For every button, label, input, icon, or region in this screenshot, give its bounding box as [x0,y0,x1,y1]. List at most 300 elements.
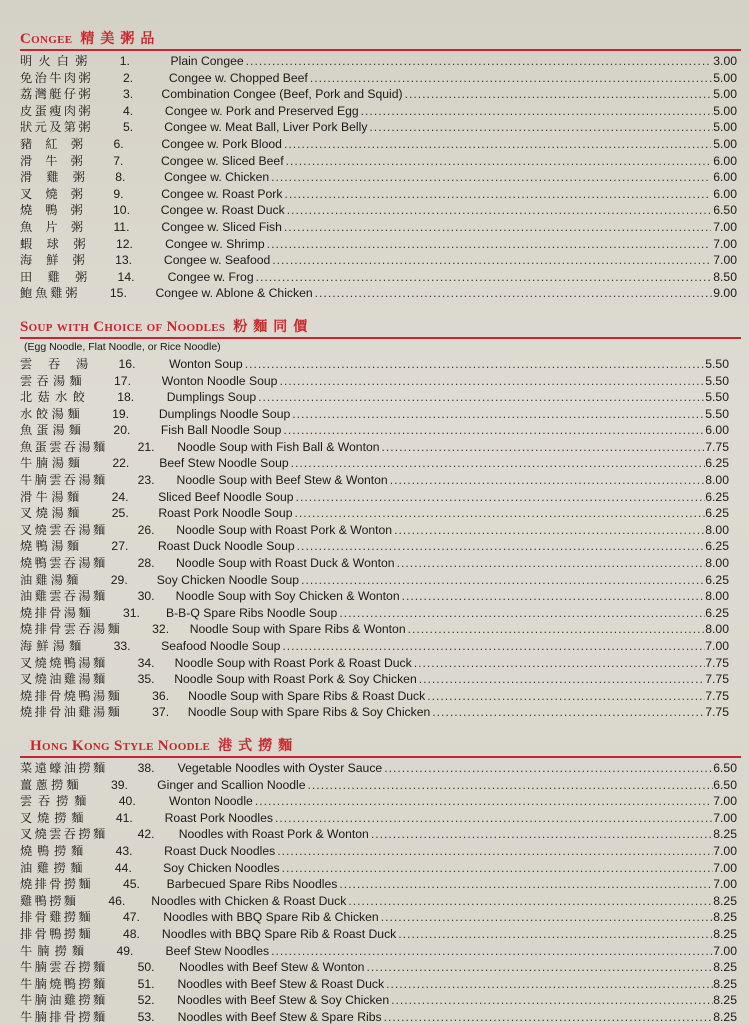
item-price: 5.00 [713,87,737,102]
menu-list [20,53,741,302]
dot-leader [294,489,706,506]
dot-leader [369,826,713,843]
dot-leader [382,1009,714,1025]
item-name-en: Wonton Noodle Soup [161,373,278,388]
section-header [20,28,741,48]
menu-item-row [20,621,741,638]
item-price: 8.25 [713,893,737,908]
item-name-en: Wonton Soup [169,356,243,371]
menu-item-row [20,793,741,810]
section-header [20,735,741,755]
menu-item-row [20,136,741,153]
item-name-en: Congee w. Shrimp [165,236,265,251]
item-number: 35. [137,672,155,687]
item-name-en: Roast Duck Noodle Soup [157,539,295,554]
menu-item-row [20,655,741,672]
item-name-zh: 荔 灣 艇 仔 粥 [20,87,93,102]
item-name-zh: 海 鮮 粥 [20,253,88,268]
menu-item-row [20,671,741,688]
dot-leader [270,252,710,269]
item-name-en: Beef Stew Noodle Soup [159,456,289,471]
item-name-en: Congee w. Sliced Beef [160,153,284,168]
item-price: 8.25 [713,910,737,925]
item-price: 5.00 [713,136,738,151]
dot-leader [430,704,705,721]
item-number: 47. [122,910,140,925]
item-price: 7.00 [705,639,730,653]
item-price: 8.25 [713,827,737,842]
item-number: 19. [112,406,130,421]
item-name-zh: 叉 燒 撈 麵 [20,810,86,825]
item-number: 8. [115,170,126,185]
item-name-en: Sliced Beef Noodle Soup [158,489,294,504]
item-name-zh: 魚 片 粥 [20,219,86,234]
menu-item-row [20,119,741,136]
menu-item-row [20,688,741,705]
dot-leader [265,236,711,253]
item-name-en: Roast Pork Noodle Soup [158,506,293,521]
item-name-zh: 皮 蛋 瘦 肉 粥 [20,103,93,118]
item-name-zh: 排 骨 鴨 撈 麵 [20,926,93,941]
item-price: 6.50 [713,203,737,218]
item-number: 4. [122,103,134,118]
item-number: 25. [111,506,129,521]
item-price: 7.00 [713,877,737,892]
dot-leader [400,588,706,605]
item-number: 14. [117,269,135,284]
dot-leader [282,219,711,236]
section-note: (Egg Noodle, Flat Noodle, or Rice Noodle) [24,340,221,353]
section-title-en: Congee [20,31,73,47]
item-number: 26. [137,522,155,537]
dot-leader [406,621,706,638]
item-number: 44. [114,860,132,875]
item-price: 9.00 [713,286,737,301]
dot-leader [290,406,705,423]
dot-leader [417,671,706,688]
menu-item-row [20,893,741,910]
section-title-zh: 粉麵同價 [233,319,314,335]
item-number: 40. [118,794,136,809]
item-price: 7.00 [713,794,737,809]
item-number: 37. [152,705,170,720]
item-price: 8.25 [713,926,737,941]
item-price: 5.50 [705,390,729,405]
menu-item-row [20,572,741,589]
dot-leader [299,572,705,589]
item-price: 7.00 [713,219,737,234]
menu-item-row [20,588,741,605]
section-soup-noodles [20,316,741,721]
item-name-en: Noodles with Chicken & Roast Duck [151,893,347,908]
item-name-zh: 明 火 白 粥 [20,54,90,68]
item-number: 49. [116,943,134,958]
menu-item-row [20,943,741,960]
item-price: 5.00 [713,70,737,85]
item-number: 23. [137,473,155,488]
item-price: 6.25 [705,456,730,471]
menu-item-row [20,992,741,1009]
item-name-zh: 魚 蛋 湯 麵 [20,423,84,438]
item-number: 39. [111,777,128,792]
item-name-zh: 牛 腩 燒 鴨 撈 麵 [20,976,108,991]
item-name-zh: 薑 蔥 撈 麵 [20,777,81,792]
menu-item-row [20,777,741,794]
dot-leader [306,777,714,794]
menu-item-row [20,860,741,877]
item-price: 6.25 [705,605,729,620]
menu-item-row [20,909,741,926]
dot-leader [273,810,713,827]
menu-item-row [20,439,741,456]
item-price: 7.75 [705,672,729,687]
item-name-zh: 水 餃 湯 麵 [20,406,83,421]
item-name-zh: 滑 牛 粥 [20,153,86,168]
item-name-en: Dumplings Soup [166,390,257,405]
item-name-en: Congee w. Pork Blood [161,136,282,151]
item-name-en: Congee w. Sliced Fish [161,219,282,234]
section-title-en: Hong Kong Style Noodle [30,737,211,754]
item-number: 6. [113,136,124,151]
item-name-en: Soy Chicken Noodle Soup [156,572,300,587]
item-price: 6.25 [705,489,729,504]
item-name-en: Plain Congee [170,54,244,68]
item-name-zh: 海 鮮 湯 麵 [20,639,84,653]
item-name-en: Congee w. Meat Ball, Liver Pork Belly [164,120,368,135]
item-name-zh: 燒 排 骨 油 雞 湯 麵 [20,705,123,720]
item-name-zh: 牛 腩 油 雞 撈 麵 [20,993,108,1008]
item-name-zh: 牛 腩 排 骨 撈 麵 [20,1009,108,1024]
item-number: 31. [122,605,140,620]
item-number: 13. [115,253,133,268]
item-name-zh: 燒 鴨 粥 [20,203,86,218]
item-price: 8.25 [713,1009,737,1024]
menu-item-row [20,538,741,555]
menu-item-row [20,202,741,219]
item-price: 8.50 [713,269,737,284]
menu-item-row [20,356,741,373]
item-number: 5. [122,120,134,135]
item-number: 48. [122,926,140,941]
dot-leader [253,793,712,810]
item-name-zh: 燒 排 骨 撈 麵 [20,877,93,892]
item-name-en: Fish Ball Noodle Soup [160,423,282,438]
menu-item-row [20,876,741,893]
item-price: 8.00 [705,556,729,571]
dot-leader [243,356,706,373]
menu-item-row [20,389,741,406]
item-number: 29. [110,572,128,587]
dot-leader [256,389,705,406]
menu-item-row [20,70,741,87]
item-name-en: Congee w. Roast Pork [161,186,283,201]
item-price: 6.25 [705,572,729,587]
item-price: 8.00 [705,522,729,537]
item-name-zh: 牛 腩 雲 吞 湯 麵 [20,473,108,488]
item-name-zh: 免 治 牛 肉 粥 [20,70,93,85]
item-name-zh: 叉 燒 油 雞 湯 麵 [20,672,108,687]
dot-leader [412,655,706,672]
item-price: 6.25 [705,506,729,521]
dot-leader [403,86,714,103]
dot-leader [269,943,713,960]
dot-leader [379,909,714,926]
menu-item-row [20,53,741,70]
dot-leader [395,555,706,572]
menu-item-row [20,522,741,539]
item-name-en: Noodle Soup with Fish Ball & Wonton [177,439,380,454]
item-name-en: Ginger and Scallion Noodle [157,777,306,792]
item-price: 5.50 [705,373,729,388]
item-number: 22. [112,456,130,471]
item-name-en: Congee w. Frog [167,269,254,284]
menu-item-row [20,605,741,622]
item-number: 28. [137,556,155,571]
menu-item-row [20,505,741,522]
item-number: 38. [137,760,155,775]
item-name-zh: 雲 吞 撈 麵 [20,794,89,809]
menu-item-row [20,186,741,203]
item-name-en: Noodles with Beef Stew & Spare Ribs [177,1009,382,1024]
dot-leader [388,472,706,489]
item-name-zh: 燒 鴨 湯 麵 [20,539,82,554]
item-number: 3. [122,87,134,102]
item-name-zh: 北 菇 水 餃 [20,390,88,405]
item-price: 3.00 [713,54,738,68]
item-name-zh: 牛 腩 雲 吞 撈 麵 [20,960,108,975]
item-price: 6.25 [705,539,729,554]
dot-leader [313,285,713,302]
section-title-en: Soup with Choice of Noodles [20,318,226,335]
item-price: 8.00 [705,589,729,604]
dot-leader [285,202,712,219]
item-price: 8.25 [713,976,737,991]
dot-leader [380,439,706,456]
item-name-zh: 菜 遠 蠔 油 撈 麵 [20,760,108,775]
item-name-zh: 雞 鴨 撈 麵 [20,893,79,908]
item-price: 6.00 [705,423,729,438]
item-name-en: Noodles with BBQ Spare Rib & Chicken [163,910,379,925]
item-price: 5.50 [705,356,729,371]
item-price: 5.50 [705,406,729,421]
item-price: 7.00 [713,253,738,268]
item-number: 36. [152,688,170,703]
item-name-zh: 排 骨 雞 撈 麵 [20,910,93,925]
menu-item-row [20,219,741,236]
item-name-en: Noodles with Beef Stew & Roast Duck [177,976,385,991]
menu-item-row [20,826,741,843]
item-number: 32. [152,622,170,637]
item-number: 42. [137,827,155,842]
item-number: 18. [117,390,135,405]
item-number: 9. [113,186,124,201]
item-name-zh: 油 雞 湯 麵 [20,572,81,587]
item-price: 6.00 [713,186,737,201]
dot-leader [346,893,713,910]
item-name-en: Noodle Soup with Spare Ribs & Soy Chicken [187,705,431,720]
item-number: 7. [113,153,124,168]
item-name-en: Barbecued Spare Ribs Noodles [166,877,338,892]
dot-leader [396,926,713,943]
item-name-zh: 雲 吞 湯 麵 [20,373,84,388]
item-number: 50. [137,960,155,975]
item-name-en: Beef Stew Noodles [165,943,270,958]
item-number: 2. [122,70,134,85]
item-name-en: Noodle Soup with Beef Stew & Wonton [176,473,388,488]
item-number: 24. [111,489,129,504]
item-price: 7.00 [713,943,737,958]
menu-item-row [20,252,741,269]
dot-leader [308,70,713,87]
section-title-zh: 港式撈麵 [218,738,299,754]
dot-leader [337,605,705,622]
item-price: 7.75 [705,655,729,670]
menu-item-row [20,153,741,170]
dot-leader [425,688,705,705]
menu-item-row [20,169,741,186]
dot-leader [269,169,710,186]
item-price: 5.00 [713,120,737,135]
item-name-zh: 燒 排 骨 雲 吞 湯 麵 [20,622,123,637]
dot-leader [359,103,714,120]
item-number: 51. [137,976,155,991]
item-price: 5.00 [713,103,737,118]
item-number: 52. [137,993,155,1008]
dot-leader [280,860,714,877]
section-congee [20,28,741,302]
item-name-zh: 豬 紅 粥 [20,136,86,151]
item-price: 8.00 [705,473,729,488]
menu-item-row [20,760,741,777]
dot-leader [337,876,713,893]
section-rule [20,337,741,339]
menu-item-row [20,638,741,655]
item-name-zh: 滑 牛 湯 麵 [20,489,82,504]
item-name-zh: 叉 燒 雲 吞 撈 麵 [20,827,108,842]
item-name-zh: 燒 排 骨 湯 麵 [20,605,93,620]
dot-leader [244,53,709,70]
dot-leader [275,843,713,860]
item-name-en: Soy Chicken Noodles [163,860,280,875]
item-number: 10. [113,203,130,218]
menu-item-row [20,976,741,993]
item-number: 46. [108,893,126,908]
item-name-en: Seafood Noodle Soup [161,639,281,653]
item-name-en: Congee w. Chicken [164,170,270,185]
item-number: 43. [115,843,133,858]
dot-leader [284,153,712,170]
item-price: 8.00 [705,622,729,637]
menu-item-row [20,269,741,286]
menu-item-row [20,810,741,827]
menu-list [20,356,741,721]
dot-leader [389,992,713,1009]
item-name-en: Congee w. Seafood [163,253,271,268]
item-name-en: Noodle Soup with Roast Duck & Wonton [176,556,395,571]
item-name-en: Dumplings Noodle Soup [158,406,291,421]
item-name-en: Vegetable Noodles with Oyster Sauce [177,760,383,775]
section-hk-noodles [20,735,741,1025]
item-name-en: Noodle Soup with Spare Ribs & Wonton [189,622,406,637]
item-name-en: Congee w. Ablone & Chicken [155,286,313,301]
item-name-en: Wonton Noodle [169,794,253,809]
item-price: 6.50 [713,760,737,775]
item-name-zh: 叉 燒 湯 麵 [20,506,82,521]
menu-item-row [20,843,741,860]
dot-leader [277,373,705,390]
dot-leader [282,186,711,203]
item-name-en: Noodle Soup with Soy Chicken & Wonton [175,589,400,604]
item-price: 8.25 [713,993,737,1008]
item-number: 45. [122,877,140,892]
item-name-zh: 燒 鴨 撈 麵 [20,843,86,858]
item-name-zh: 魚 蛋 雲 吞 湯 麵 [20,439,108,454]
menu-item-row [20,455,741,472]
dot-leader [292,505,705,522]
item-name-zh: 蝦 球 粥 [20,236,88,251]
item-number: 27. [111,539,129,554]
menu-item-row [20,236,741,253]
item-name-zh: 雲 吞 湯 [20,356,91,371]
item-name-zh: 牛 腩 湯 麵 [20,456,83,471]
item-name-en: Congee w. Pork and Preserved Egg [164,103,359,118]
menu-item-row [20,103,741,120]
item-price: 7.00 [713,236,737,251]
item-name-en: Noodle Soup with Spare Ribs & Roast Duck [188,688,426,703]
item-number: 33. [113,639,131,653]
item-number: 34. [137,655,155,670]
item-name-zh: 田 雞 粥 [20,269,90,284]
item-name-en: Combination Congee (Beef, Pork and Squid) [161,87,403,102]
menu-item-row [20,959,741,976]
menu-item-row [20,422,741,439]
section-header [20,316,741,336]
dot-leader [281,422,705,439]
section-title-zh: 精美粥品 [80,32,161,47]
item-name-zh: 油 雞 撈 麵 [20,860,85,875]
item-name-zh: 燒 排 骨 燒 鴨 湯 麵 [20,688,123,703]
menu-item-row [20,704,741,721]
section-rule [20,756,741,758]
item-number: 41. [115,810,133,825]
item-price: 6.50 [713,777,737,792]
dot-leader [382,760,713,777]
item-name-zh: 狀 元 及 第 粥 [20,120,93,135]
item-name-en: Noodles with Beef Stew & Wonton [179,960,365,975]
item-name-zh: 叉 燒 雲 吞 湯 麵 [20,522,108,537]
item-number: 11. [113,219,130,234]
item-name-en: Noodle Soup with Roast Pork & Roast Duck [174,655,412,670]
item-number: 16. [118,356,136,371]
menu-item-row [20,489,741,506]
item-price: 7.00 [713,843,737,858]
item-name-en: Noodles with Beef Stew & Soy Chicken [177,993,390,1008]
item-name-zh: 燒 鴨 雲 吞 湯 麵 [20,556,108,571]
item-name-zh: 牛 腩 撈 麵 [20,943,87,958]
menu-item-row [20,926,741,943]
item-price: 7.00 [713,860,737,875]
section-rule [20,49,741,51]
item-number: 15. [109,286,127,301]
item-name-en: Congee w. Roast Duck [160,203,285,218]
menu-item-row [20,373,741,390]
item-number: 30. [137,589,155,604]
dot-leader [364,959,713,976]
item-number: 20. [113,423,131,438]
menu-item-row [20,406,741,423]
item-name-zh: 油 雞 雲 吞 湯 麵 [20,589,108,604]
dot-leader [367,119,713,136]
